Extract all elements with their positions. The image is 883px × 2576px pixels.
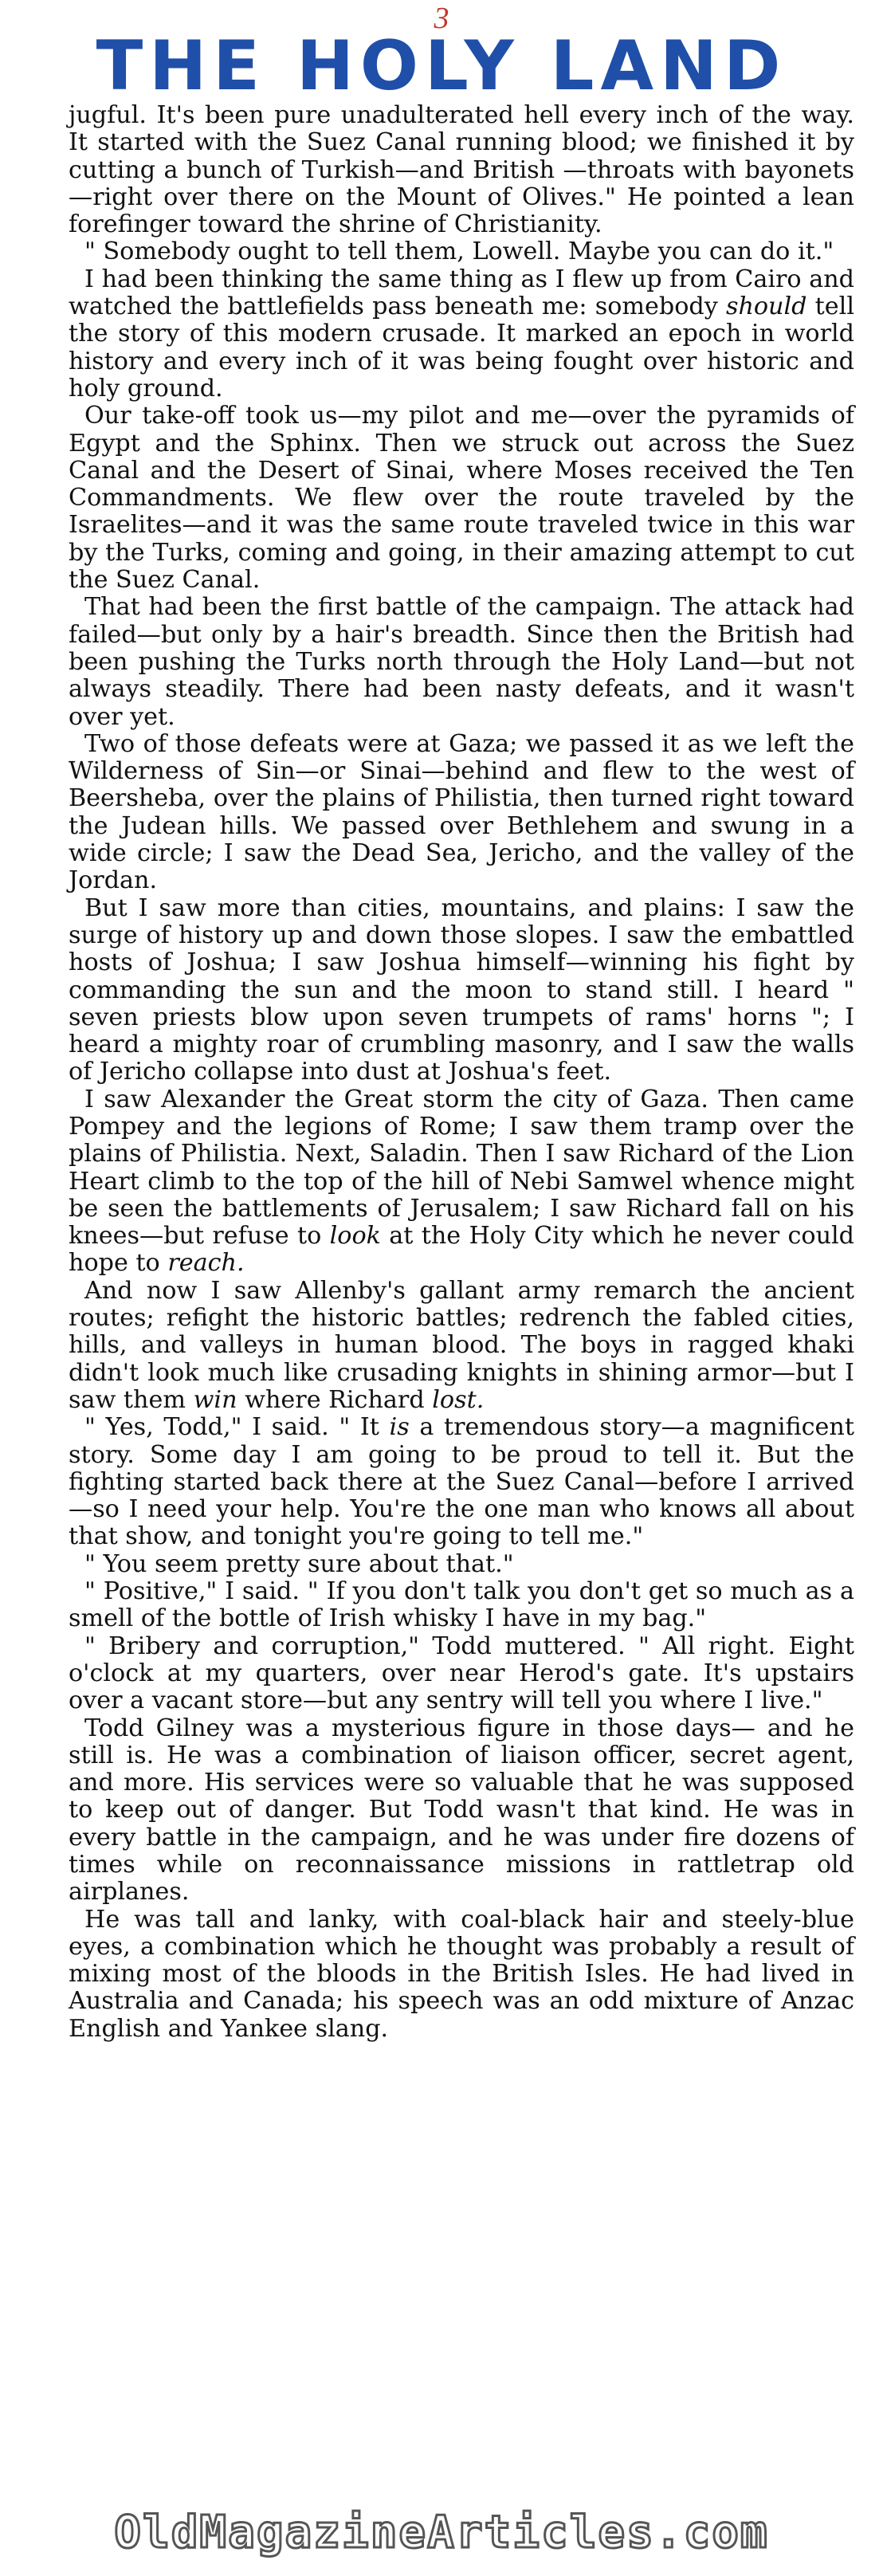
paragraph-text: Two of those defeats were at Gaza; we passed it as we left the Wilderness of Sin—or Sinai—behind and flew to the west of Beersheba, over the plains of Philistia, then turned right toward the Judean hills. We passed over Bethlehem and swung in a wide circle; I saw the Dead Sea, Jericho, and the valley of the Jordan. [69,729,854,895]
paragraph-text: Todd Gilney was a mysterious figure in those days— and he still is. He was a combination of liaison officer, secret agent, and more. His services were so valuable that he was supposed to keep out of danger. But Todd wasn't that kind. He was in every battle in the campaign, and he was under fire dozens of times while on reconnaissance missions in rattletrap old airplanes. [69,1714,854,1906]
paragraph-text: where Richard [237,1385,433,1414]
article-paragraph [69,1086,854,1278]
paragraph-text: a tremendous story—a magnificent story. Some day I am going to be proud to tell it. But the fighting started back there at the Suez Canal—before I arrived—so I need your help. You're the one man who knows all about that show, and tonight you're going to tell me." [69,1413,854,1551]
paragraph-text: " Yes, Todd," I said. " It [84,1413,390,1442]
article-paragraph [69,594,854,730]
article-title: THE HOLY LAND [96,26,787,106]
article-paragraph [69,102,854,238]
paragraph-text: " Somebody ought to tell them, Lowell. Maybe you can do it." [84,238,834,266]
article-paragraph [69,895,854,1086]
watermark-footer[interactable]: OldMagazineArticles.com [114,2507,769,2558]
article-paragraph [69,1715,854,1906]
article-paragraph [69,266,854,402]
paragraph-text: He was tall and lanky, with coal-black hair and steely-blue eyes, a combination which he thought was probably a result of mixing most of the bloods in the British Isles. He had lived in Australia and Canada; his speech was an odd mixture of Anzac English and Yankee slang. [69,1905,854,2043]
article-paragraph [69,1578,854,1633]
paragraph-text: " Bribery and corruption," Todd muttered. " All right. Eight o'clock at my quarters, over near Herod's gate. It's upstairs over a vacant store—but any sentry will tell you where I live." [69,1632,854,1715]
paragraph-text: tell the story of this modern crusade. It marked an epoch in world history and every inch of it was being fought over historic and holy ground. [69,293,854,402]
paragraph-text: " You seem pretty sure about that." [84,1549,514,1578]
article-paragraph [69,1278,854,1414]
paragraph-text: jugful. It's been pure unadulterated hell every inch of the way. It started with the Suez Canal running blood; we finished it by cutting a bunch of Turkish—and British —throats with bayonets—right over there on the Mount of Olives." He pointed a lean forefinger toward the shrine of Christianity. [69,101,854,239]
italic-text: lost. [432,1385,485,1414]
paragraph-text: But I saw more than cities, mountains, and plains: I saw the surge of history up and down those slopes. I saw the embattled hosts of Joshua; I saw Joshua himself—winning his fight by commanding the sun and the moon to stand still. I heard " seven priests blow upon seven trumpets of rams' horns "; I heard a mighty roar of crumbling masonry, and I saw the walls of Jericho collapse into dust at Joshua's feet. [69,893,854,1086]
article-paragraph [69,1633,854,1715]
paragraph-text: Our take-off took us—my pilot and me—over the pyramids of Egypt and the Sphinx. Then we struck out across the Suez Canal and the Desert of Sinai, where Moses received the Ten Commandments. We flew over the route traveled by the Israelites—and it was the same route traveled twice in this war by the Turks, coming and going, in their amazing attempt to cut the Suez Canal. [69,402,854,595]
paragraph-text: I had been thinking the same thing as I flew up from Cairo and watched the battlefields pass beneath me: somebody [69,265,854,321]
paragraph-text: That had been the first battle of the campaign. The attack had failed—but only by a hair's breadth. Since then the British had been pushing the Turks north through the Holy Land—but not always steadily. There had been nasty defeats, and it wasn't over yet. [69,593,854,731]
page-number: 3 [434,2,449,35]
article-paragraph [69,402,854,594]
italic-text: reach. [167,1249,245,1278]
article-paragraph [69,731,854,895]
paragraph-text: at the Holy City which he never could hope to [69,1222,854,1278]
paragraph-text: I saw Alexander the Great storm the city of Gaza. Then came Pompey and the legions of Rome; I saw them tramp over the plains of Philistia. Next, Saladin. Then I saw Richard of the Lion Heart climb to the top of the hill of Nebi Samwel whence might be seen the battlements of Jerusalem; I saw Richard fall on his knees—but refuse to [69,1085,854,1251]
article-paragraph [69,1551,854,1578]
italic-text: should [725,293,807,321]
paragraph-text: " Positive," I said. " If you don't talk you don't get so much as a smell of the bottle of Irish whisky I have in my bag." [69,1577,854,1633]
paragraph-text: And now I saw Allenby's gallant army remarch the ancient routes; refight the historic battles; redrench the fabled cities, hills, and valleys in human blood. The boys in ragged khaki didn't look much like crusading knights in shining armor—but I saw them [69,1276,854,1414]
article-body [69,102,854,2043]
italic-text: is [389,1413,410,1442]
italic-text: look [329,1222,381,1251]
article-paragraph [69,1414,854,1550]
italic-text: win [193,1385,237,1414]
article-paragraph [69,238,854,265]
article-paragraph [69,1906,854,2043]
